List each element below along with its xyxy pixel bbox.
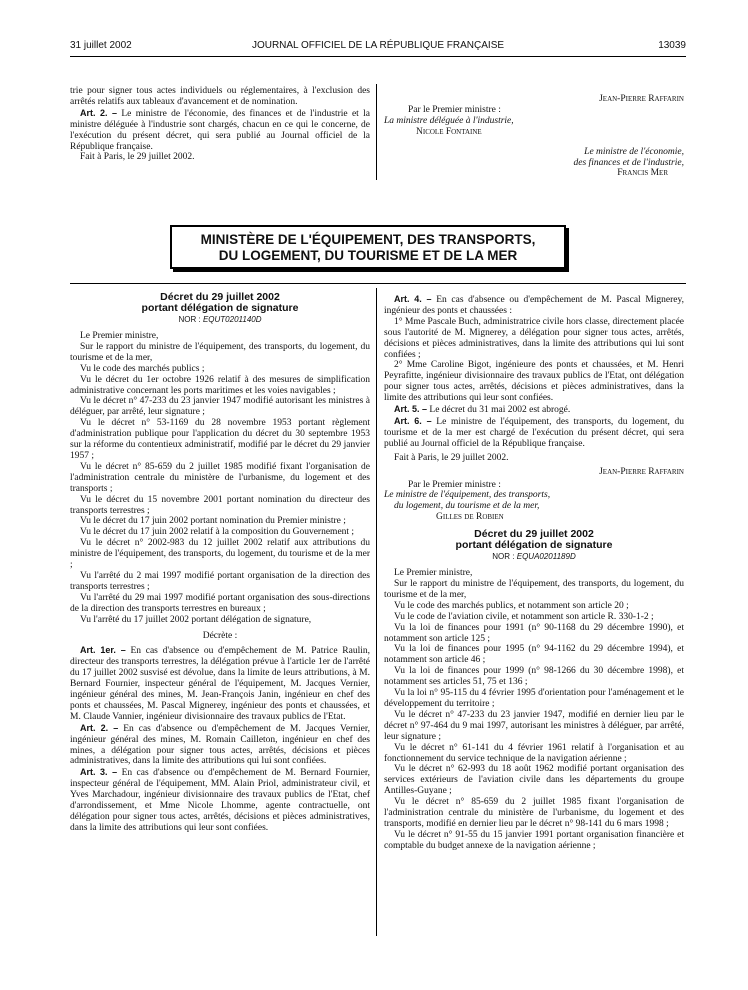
decrete-heading: Décrète : (202, 631, 238, 642)
decree-2-para: Vu le décret n° 62-993 du 18 août 1962 modifié portant organisation des services extérieurs de l'aviation civile dans les départements du groupe Antilles-Guyane ; (384, 764, 684, 797)
article-2-paragraph (70, 108, 370, 153)
decree-1-subtitle: portant délégation de signature (141, 302, 299, 314)
article-5 (384, 404, 684, 416)
article-label: Art. 6. – (394, 415, 432, 426)
article-3 (70, 767, 370, 833)
decree-1-minister-name: Gilles de Robien (436, 512, 504, 523)
article-text: En cas d'absence ou d'empêchement de M. Patrice Raulin, directeur des transports terrestres, la délégation prévue à l'article 1er de l'arrêté du 17 juillet 2002 susvisé est dévolue, dans la limite de leurs attributions, à M. Bernard Fournier, inspecteur général de l'équipement, M. Jacques Vernier, ingénieur général des mines, M. Jean-François Janin, ingénieur en chef des ponts et chaussées, M. Pascal Mignerey, ingénieur des ponts et chaussées, et M. Claude Vannier, ingénieur divisionnaire des travaux publics de l'Etat. (70, 646, 371, 722)
continuation-paragraph: trie pour signer tous actes individuels ou réglementaires, à l'exclusion des arrêtés relatifs aux tableaux d'avancement et de nomination. (70, 86, 370, 107)
decree-1-para: Le Premier ministre, (80, 331, 159, 341)
ministry-heading-line-1: MINISTÈRE DE L'ÉQUIPEMENT, DES TRANSPORTS, (200, 232, 536, 247)
decree-1-para: Vu le décret n° 85-659 du 2 juillet 1985 modifié fixant l'organisation de l'administration centrale du ministère de l'urbanisme, du logement et des transports ; (70, 461, 370, 494)
minister-title: La ministre déléguée à l'industrie, (384, 115, 514, 126)
section-rule (70, 283, 686, 284)
article-label: Art. 4. – (394, 294, 432, 304)
article-6 (384, 416, 684, 450)
decree-1-title: Décret du 29 juillet 2002 (160, 291, 280, 303)
column-separator (376, 288, 377, 936)
decree-1-para: Vu l'arrêté du 17 juillet 2002 portant délégation de signature, (80, 614, 312, 625)
article-label: Art. 1er. – (80, 645, 126, 656)
article-label: Art. 2. – (80, 107, 117, 118)
right-column (384, 294, 684, 852)
decree-1-signer: Jean-Pierre Raffarin (599, 466, 684, 477)
decree-1-para: Vu le décret n° 53-1169 du 28 novembre 1953 portant règlement d'administration publique pour l'application du décret du 30 septembre 1953 sur la réforme du contentieux administratif, modifié par le décret du 29 janvier 1957 ; (70, 418, 370, 461)
decree-1-para: Vu le décret du 15 novembre 2001 portant nomination du directeur des transports terrestres ; (70, 494, 370, 516)
article-1 (70, 645, 370, 722)
decree-1-para: Vu le décret du 17 juin 2002 portant nomination du Premier ministre ; (80, 516, 346, 527)
article-text: Le ministre de l'économie, des finances et de l'industrie et la ministre déléguée à l'industrie sont chargés, chacun en ce qui le concerne, de l'exécution du présent décret, qui sera publié au Journal officiel de la République française. (70, 108, 371, 152)
decree-1-done: Fait à Paris, le 29 juillet 2002. (394, 452, 509, 463)
article-4-item: 1° Mme Pascale Buch, administratrice civile hors classe, directement placée sous l'autorité de M. Mignerey, a délégation pour signer tous actes, arrêtés, décisions et pièces administratives, dans la limite des attributions qui lui sont confiées ; (384, 316, 684, 360)
article-label: Art. 3. – (80, 767, 118, 778)
signer-name: Jean-Pierre Raffarin (599, 94, 684, 104)
page-header (70, 40, 686, 56)
decree-1-nor (70, 314, 370, 325)
header-rule (70, 56, 686, 57)
decree-2-subtitle: portant délégation de signature (455, 539, 613, 552)
decree-1-para: Vu l'arrêté du 29 mai 1997 modifié portant organisation des sous-directions de la direction des transports terrestres en bureaux ; (70, 592, 370, 614)
decree-2-para: Vu la loi de finances pour 1991 (n° 90-1168 du 29 décembre 1990), et notamment son article 125 ; (384, 622, 684, 644)
column-separator-top (376, 84, 377, 180)
decree-2-para: Sur le rapport du ministre de l'équipement, des transports, du logement, du tourisme et de la mer, (384, 579, 684, 600)
decree-2-para: Vu la loi n° 95-115 du 4 février 1995 d'orientation pour l'aménagement et le développement du territoire ; (384, 688, 684, 709)
article-text: En cas d'absence ou d'empêchement de M. Bernard Fournier, inspecteur général de l'équipement, MM. Alain Priol, administrateur civil, et Yves Marchadour, ingénieur divisionnaire des travaux publics de l'Etat, chef d'arrondissement, et Mme Nicole Lhomme, agente contractuelle, ont délégation pour signer tous actes, arrêtés, décisions et pièces administratives, dans la limite des attributions qui leur sont confiées. (70, 768, 371, 833)
decree-2-para: Vu le code des marchés publics, et notamment son article 20 ; (394, 600, 629, 611)
decree-2-nor (384, 551, 684, 562)
article-4-item: 2° Mme Caroline Bigot, ingénieure des ponts et chaussées, et M. Henri Peyrafitte, ingénieur divisionnaire des travaux publics de l'Etat, ont délégation pour signer tous actes, arrêtés, décisions et pièces administratives, dans la limite des attributions qui leur sont confiées. (384, 360, 684, 404)
decree-2-title: Décret du 29 juillet 2002 (474, 528, 594, 541)
nor-code: EQUT0201140D (202, 315, 262, 324)
header-date: 31 juillet 2002 (70, 40, 132, 51)
article-text: En cas d'absence ou d'empêchement de M. Pascal Mignerey, ingénieur des ponts et chaussées : (384, 295, 685, 316)
minister-name: Nicole Fontaine (416, 126, 482, 137)
article-text: En cas d'absence ou d'empêchement de M. Jacques Vernier, ingénieur général des mines, M. Romain Cailleton, ingénieur en chef des mines, a délégation pour signer tous actes, arrêtés, décisions et pièces administratives, dans la limite des attributions qui lui sont confiées. (70, 723, 371, 767)
done-at-paris: Fait à Paris, le 29 juillet 2002. (80, 152, 195, 163)
minister2-title-2: des finances et de l'industrie, (573, 157, 684, 168)
article-text: Le décret du 31 mai 2002 est abrogé. (429, 405, 571, 416)
decree-2-para: Le Premier ministre, (394, 568, 473, 579)
nor-label: NOR : (492, 552, 515, 562)
ministry-heading-line-2: DU LOGEMENT, DU TOURISME ET DE LA MER (218, 248, 518, 263)
decree-1-para: Vu le décret n° 2002-983 du 12 juillet 2002 relatif aux attributions du ministre de l'équipement, des transports, du logement, du tourisme et de la mer ; (70, 538, 370, 571)
nor-code: EQUA0201189D (516, 552, 576, 562)
decree-2-para: Vu le code de l'aviation civile, et notamment son article R. 330-1-2 ; (394, 611, 654, 622)
ministry-heading-box (170, 225, 566, 269)
article-label: Art. 5. – (394, 404, 428, 415)
decree-2-para: Vu le décret n° 91-55 du 15 janvier 1991 portant organisation financière et comptable du budget annexe de la navigation aérienne ; (384, 829, 684, 851)
decree-1-minister-title-1: Le ministre de l'équipement, des transports, (384, 490, 551, 501)
decree-1-by-pm: Par le Premier ministre : (408, 479, 501, 490)
decree-1-para: Vu le décret n° 47-233 du 23 janvier 1947 modifié autorisant les ministres à déléguer, par arrêté, leur signature ; (70, 396, 370, 418)
nor-label: NOR : (178, 315, 201, 324)
article-text: Le ministre de l'équipement, des transports, du logement, du tourisme et de la mer est chargé de l'exécution du présent décret, qui sera publié au Journal officiel de la République française. (384, 416, 685, 449)
decree-1-para: Vu le code des marchés publics ; (80, 363, 205, 374)
decree-1-minister-title-2: du logement, du tourisme et de la mer, (394, 501, 540, 512)
decree-2-para: Vu le décret n° 85-659 du 2 juillet 1985 fixant l'organisation de l'administration centrale du ministère de l'urbanisme, du logement et des transports, modifié en dernier lieu par le décret n° 98-141 du 6 mars 1998 ; (384, 797, 684, 829)
decree-2-para: Vu la loi de finances pour 1999 (n° 98-1266 du 30 décembre 1998), et notamment ses articles 51, 75 et 136 ; (384, 666, 684, 688)
decree-1-para: Vu le décret du 1er octobre 1926 relatif à des mesures de simplification administrative concernant les ports maritimes et les voies navigables ; (70, 374, 370, 396)
header-journal-title: JOURNAL OFFICIEL DE LA RÉPUBLIQUE FRANÇAISE (251, 40, 505, 51)
minister2-name: Francis Mer (617, 168, 668, 179)
decree-1-para: Vu le décret du 17 juin 2002 relatif à la composition du Gouvernement ; (80, 527, 355, 538)
minister2-title-1: Le ministre de l'économie, (584, 146, 684, 157)
by-prime-minister: Par le Premier ministre : (408, 104, 501, 115)
header-page-number: 13039 (658, 40, 686, 51)
top-left-column (70, 86, 370, 163)
article-2 (70, 723, 370, 768)
decree-2-para: Vu le décret n° 47-233 du 23 janvier 1947, modifié en dernier lieu par le décret n° 97-464 du 9 mai 1997, autorisant les ministres à déléguer, par arrêté, leur signature ; (384, 709, 684, 742)
article-4 (384, 294, 684, 317)
decree-2-para: Vu le décret n° 61-141 du 4 février 1961 relatif à l'organisation et au fonctionnement du service technique de la navigation aérienne ; (384, 742, 684, 764)
decree-2-para: Vu la loi de finances pour 1995 (n° 94-1162 du 29 décembre 1994), et notamment son article 46 ; (384, 644, 684, 666)
decree-1-para: Sur le rapport du ministre de l'équipement, des transports, du logement, du tourisme et de la mer, (70, 341, 370, 363)
decree-1-left-column (70, 292, 370, 834)
decree-1-para: Vu l'arrêté du 2 mai 1997 modifié portant organisation de la direction des transports terrestres ; (70, 570, 370, 592)
article-label: Art. 2. – (80, 722, 119, 733)
top-right-signatures (384, 94, 684, 179)
